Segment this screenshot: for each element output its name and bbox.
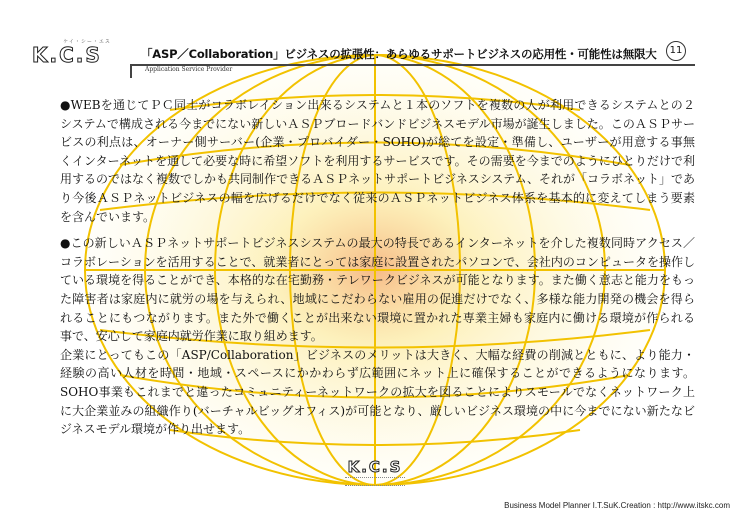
brand-logo-bottom-text: K.C.S (347, 458, 403, 476)
brand-tagline-decoration (345, 477, 405, 486)
brand-logo-text: K.C.S (32, 43, 102, 67)
paragraph-1: ●WEBを通じてＰＣ同士がコラボレイション出来るシステムと１本のソフトを複数の人が利用できるシステムとの２システムで構成される今までにない新しいＡＳＰブロードバンドビジネスモデル市場が誕生しました。このＡＳＰサービスの利点は、オーナー側サーバー(企業・プロバイダー・SOHO)が総てを設定・準備し、ユーザーが用意する事無くインターネットを通して必要な時に希望ソフトを利用するサービスです。その需要を今までのようにひとりだけで利用するのではなく複数でしかも共同制作できるＡＳＰネットサポートビジネスシステム、それが「コラボネット」であり今後ＡＳＰネットビジネスの幅を広げるだけでなく従来のＡＳＰネットビジネス体系を基本的に変えてしまう要素を含んでいます。 (60, 98, 695, 224)
paragraph-3: 企業にとってもこの「ASP/Collaboration」ビジネスのメリットは大きく、大幅な経費の削減とともに、より能力・経験の高い人材を時間・地域・スペースにかかわらず広範囲にネット上に確保することができるようになります。SOHO事業もこれまでと違ったコミュニティーネットワークの拡大を図ることによりスモールでなくネットワーク上に大企業並みの組織作り(バーチャルビッグオフィス)が可能となり、厳しいビジネス環境の中に今までにない新たなビジネスモデル環境が作り出せます。 (60, 347, 695, 437)
footer-credit: Business Model Planner I.T.SuK.Creation : http://www.itskc.com (504, 501, 730, 510)
header-divider-vertical (130, 64, 132, 78)
page-number-badge: 11 (666, 41, 686, 61)
brand-logo-bottom (330, 458, 420, 486)
page-subtitle: Application Service Provider (145, 66, 233, 73)
paragraph-2: ●この新しいＡＳＰネットサポートビジネスシステムの最大の特長であるインターネットを介した複数同時アクセス／コラボレーションを活用することで、就業者にとっては家庭に設置されたパソコンで、会社内のコンピュータを操作している環境を得ることができ、本格的な在宅勤務・テレワークビジネスが可能となります。また働く意志と能力をもった障害者は家庭内に就労の場を与えられ、地域にこだわらない雇用の促進だけでなく、多様な能力開発の機会を得られることにもつながります。また外で働くことが出来ない環境に置かれた専業主婦も家庭内に働ける環境が作られる事で、安心して家庭内就労作業に取り組めます。 (60, 236, 695, 344)
page-title: 「ASP／Collaboration」ビジネスの拡張性：あらゆるサポートビジネスの応用性・可能性は無限大 (141, 47, 657, 61)
brand-logo-top (32, 38, 132, 65)
body-text (60, 96, 695, 439)
brand-ruby: ケイ・シー・エス (63, 39, 111, 45)
